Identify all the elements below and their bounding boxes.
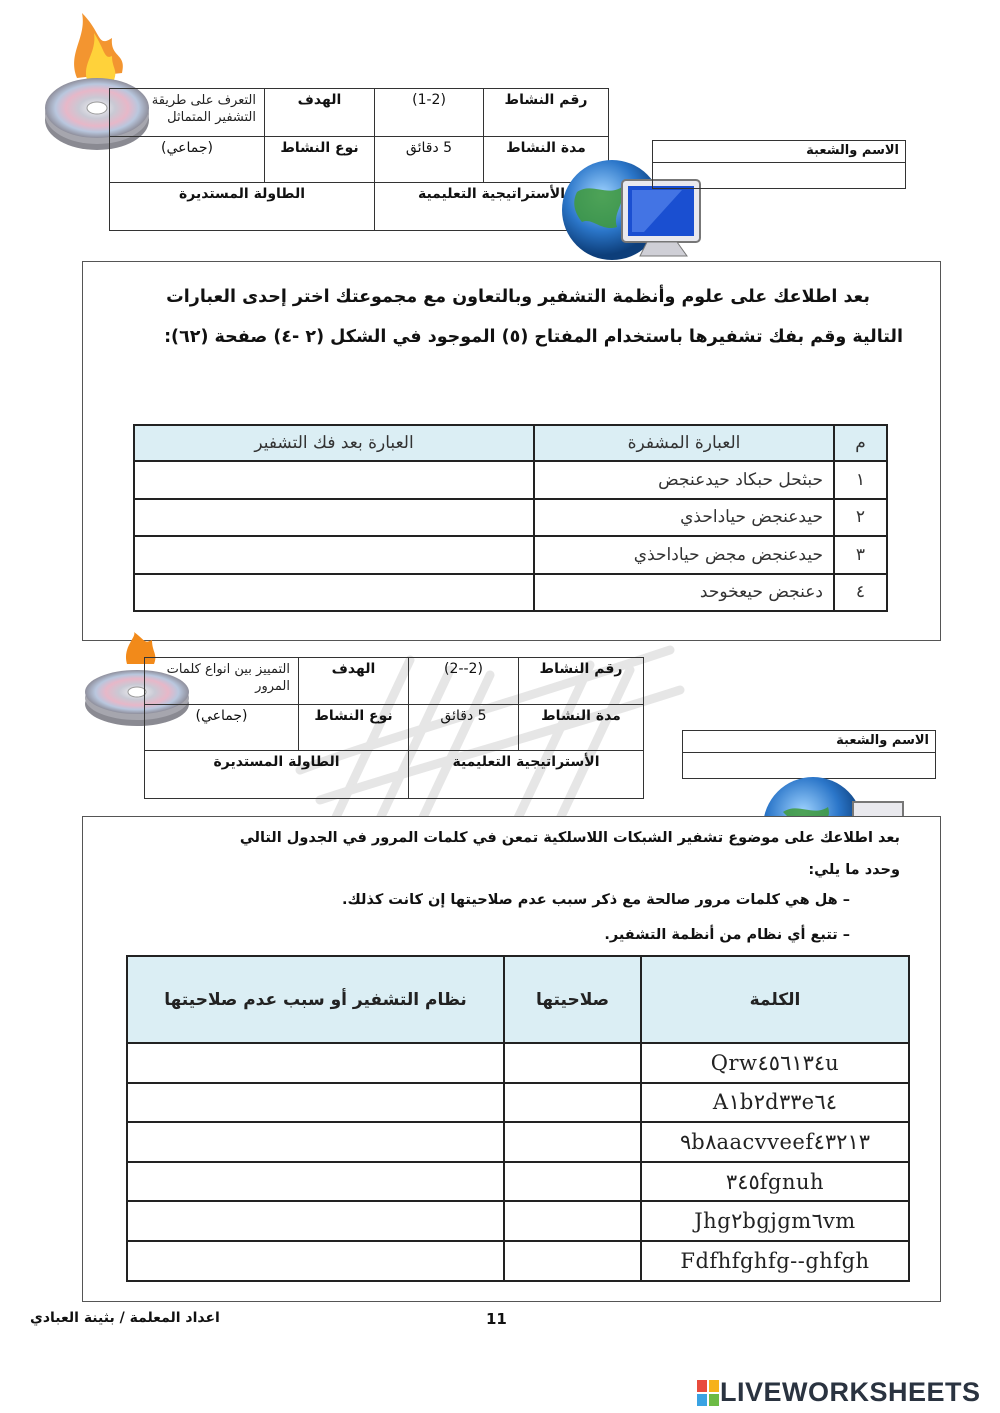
decrypted-answer-cell[interactable] — [134, 574, 534, 612]
validity-answer-cell[interactable] — [504, 1162, 641, 1202]
password-word: ٣٤٥fgnuh — [641, 1162, 909, 1202]
activity-number-value: (1-2) — [375, 89, 484, 137]
system-answer-cell[interactable] — [127, 1043, 504, 1083]
table-row: ٣ حيدعنجض مجض حياداحذي — [134, 536, 887, 574]
type-value: (جماعي) — [145, 705, 299, 751]
instruction-bullet-2: – تتبع أي نظام من أنظمة التشفير. — [604, 927, 850, 943]
validity-answer-cell[interactable] — [504, 1083, 641, 1123]
validity-answer-cell[interactable] — [504, 1201, 641, 1241]
decrypted-answer-cell[interactable] — [134, 536, 534, 574]
column-header-word: الكلمة — [641, 956, 909, 1043]
activity2-info-table — [144, 657, 644, 799]
strategy-label: الأستراتيجية التعليمية — [375, 183, 609, 231]
activity-number-label: رقم النشاط — [484, 89, 609, 137]
duration-label: مدة النشاط — [484, 137, 609, 183]
table-row: ١ حبثحل حبكاد حيدعنجض — [134, 461, 887, 499]
goal-value: التعرف على طريقة التشفير المتماثل — [110, 89, 265, 137]
decrypted-answer-cell[interactable] — [134, 461, 534, 499]
decrypted-answer-cell[interactable] — [134, 499, 534, 537]
table-row — [127, 1241, 909, 1281]
type-label: نوع النشاط — [265, 137, 375, 183]
password-word: Fdfhfghfg--ghfgh — [641, 1241, 909, 1281]
table-row: ٤ دعنجض حيعخوحد — [134, 574, 887, 612]
name-section-field[interactable] — [652, 140, 906, 189]
encrypted-phrase: حيدعنجض حياداحذي — [534, 499, 834, 537]
goal-label: الهدف — [265, 89, 375, 137]
duration-value: 5 دقائق — [409, 705, 519, 751]
page-number: 11 — [486, 1310, 507, 1328]
instruction-line-2: التالية وقم بفك تشفيرها باستخدام المفتاح (٥) الموجود في الشكل (٢ -٤) صفحة (٦٢): — [164, 327, 903, 347]
duration-value: 5 دقائق — [375, 137, 484, 183]
liveworksheets-logo-icon — [697, 1380, 719, 1406]
duration-label: مدة النشاط — [519, 705, 644, 751]
instruction-line-1: بعد اطلاعك على موضوع تشفير الشبكات اللاسلكية تمعن في كلمات المرور في الجدول التالي — [239, 830, 900, 846]
author-credit: اعداد المعلمة / بثينة العبادي — [30, 1310, 220, 1326]
validity-answer-cell[interactable] — [504, 1122, 641, 1162]
instruction-bullet-1: – هل هي كلمات مرور صالحة مع ذكر سبب عدم صلاحيتها إن كانت كذلك. — [341, 892, 850, 908]
system-answer-cell[interactable] — [127, 1201, 504, 1241]
activity-number-label: رقم النشاط — [519, 658, 644, 705]
password-word: A١b٢d٣٣e٦٤ — [641, 1083, 909, 1123]
table-row — [127, 1083, 909, 1123]
password-table — [126, 955, 910, 1282]
system-answer-cell[interactable] — [127, 1122, 504, 1162]
activity1-info-table — [109, 88, 609, 231]
column-header-system: نظام التشفير أو سبب عدم صلاحيتها — [127, 956, 504, 1043]
table-row — [127, 1043, 909, 1083]
name-section-label: الاسم والشعبة — [653, 141, 905, 163]
password-word: ٩b٨aacvveef٤٣٢١٣ — [641, 1122, 909, 1162]
encrypted-phrase: حبثحل حبكاد حيدعنجض — [534, 461, 834, 499]
globe-computer-icon — [758, 772, 908, 820]
table-row: ٢ حيدعنجض حياداحذي — [134, 499, 887, 537]
activity-number-value: (2--2) — [409, 658, 519, 705]
cipher-table — [133, 424, 888, 612]
column-header-index: م — [834, 425, 887, 461]
table-row — [127, 1201, 909, 1241]
strategy-value: الطاولة المستديرة — [145, 751, 409, 799]
system-answer-cell[interactable] — [127, 1241, 504, 1281]
name-section-label: الاسم والشعبة — [683, 731, 935, 753]
encrypted-phrase: حيدعنجض مجض حياداحذي — [534, 536, 834, 574]
encrypted-phrase: دعنجض حيعخوحد — [534, 574, 834, 612]
validity-answer-cell[interactable] — [504, 1043, 641, 1083]
column-header-encrypted: العبارة المشفرة — [534, 425, 834, 461]
strategy-label: الأستراتيجية التعليمية — [409, 751, 644, 799]
goal-value: التمييز بين انواع كلمات المرور — [145, 658, 299, 705]
table-row — [127, 1162, 909, 1202]
type-value: (جماعي) — [110, 137, 265, 183]
system-answer-cell[interactable] — [127, 1083, 504, 1123]
password-word: Qrw٤٥٦١٣٤u — [641, 1043, 909, 1083]
table-row — [127, 1122, 909, 1162]
instruction-line-2: وحدد ما يلي: — [808, 862, 900, 878]
validity-answer-cell[interactable] — [504, 1241, 641, 1281]
goal-label: الهدف — [299, 658, 409, 705]
strategy-value: الطاولة المستديرة — [110, 183, 375, 231]
column-header-decrypted: العبارة بعد فك التشفير — [134, 425, 534, 461]
type-label: نوع النشاط — [299, 705, 409, 751]
system-answer-cell[interactable] — [127, 1162, 504, 1202]
column-header-validity: صلاحيتها — [504, 956, 641, 1043]
password-word: Jhg٢bgjgm٦vm — [641, 1201, 909, 1241]
liveworksheets-brand[interactable]: LIVEWORKSHEETS — [720, 1377, 981, 1407]
instruction-line-1: بعد اطلاعك على علوم وأنظمة التشفير وبالتعاون مع مجموعتك اختر إحدى العبارات — [166, 287, 870, 307]
